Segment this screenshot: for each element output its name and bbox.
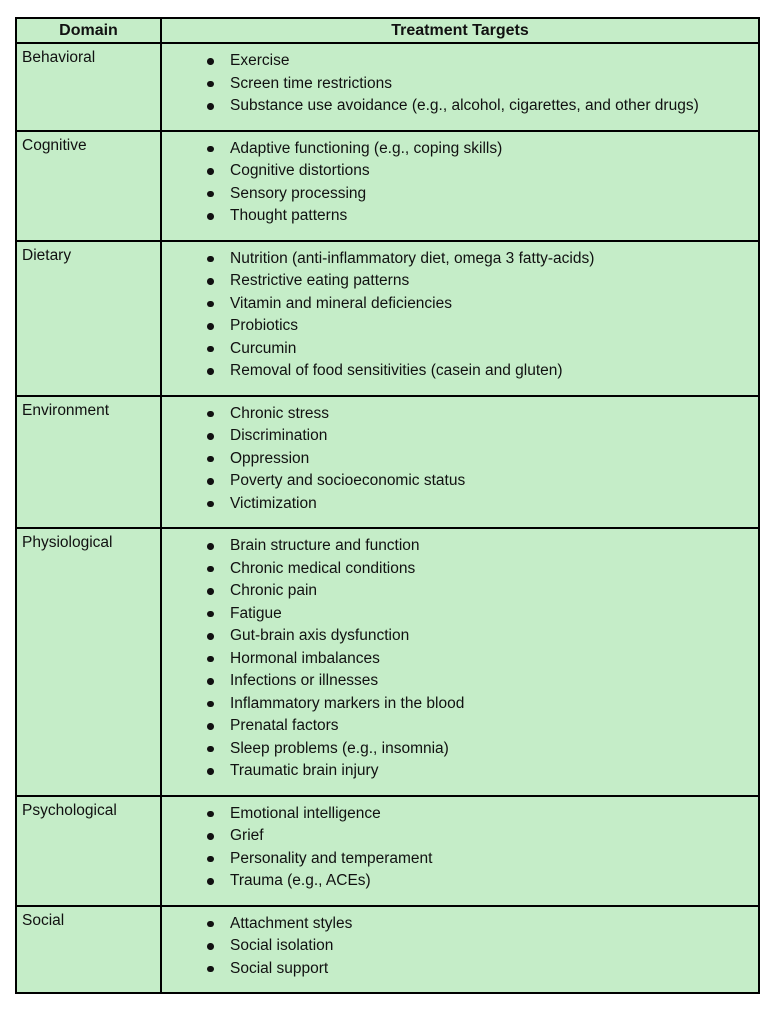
- target-list: [162, 138, 748, 228]
- bullet-icon: [207, 633, 214, 640]
- target-label: Poverty and socioeconomic status: [230, 472, 466, 489]
- target-item: [207, 715, 710, 738]
- table-row: [16, 43, 759, 131]
- bullet-icon: [207, 58, 214, 65]
- targets-cell: [161, 241, 759, 396]
- target-item: [207, 425, 710, 448]
- target-item: [207, 248, 710, 271]
- bullet-icon: [207, 501, 214, 508]
- target-list: [162, 535, 748, 783]
- table-row: [16, 396, 759, 529]
- targets-cell: [161, 43, 759, 131]
- bullet-icon: [207, 456, 214, 463]
- bullet-icon: [207, 856, 214, 863]
- bullet-icon: [207, 278, 214, 285]
- bullet-icon: [207, 81, 214, 88]
- bullet-icon: [207, 146, 214, 153]
- target-label: Brain structure and function: [230, 537, 420, 554]
- target-label: Curcumin: [230, 339, 297, 357]
- bullet-icon: [207, 833, 214, 840]
- bullet-icon: [207, 746, 214, 753]
- target-item: [207, 338, 710, 361]
- bullet-icon: [207, 478, 214, 485]
- bullet-icon: [207, 213, 214, 220]
- target-label: Traumatic brain injury: [230, 762, 379, 779]
- bullet-icon: [207, 433, 214, 440]
- target-label: Social support: [230, 959, 329, 977]
- column-header-treatment-targets: Treatment Targets: [161, 18, 759, 43]
- target-item: [207, 535, 710, 558]
- target-label: Inflammatory markers in the blood: [230, 694, 465, 712]
- target-item: [207, 935, 710, 958]
- bullet-icon: [207, 256, 214, 263]
- target-label: Adaptive functioning (e.g., coping skills): [230, 139, 503, 157]
- bullet-icon: [207, 301, 214, 308]
- target-label: Gut-brain axis dysfunction: [230, 627, 410, 644]
- target-label: Thought patterns: [230, 207, 348, 224]
- target-label: Sleep problems (e.g., insomnia): [230, 739, 449, 757]
- target-item: [207, 470, 710, 493]
- bullet-icon: [207, 768, 214, 775]
- target-item: [207, 670, 710, 693]
- target-label: Vitamin and mineral deficiencies: [230, 294, 452, 312]
- header-row: [16, 18, 759, 43]
- target-item: [207, 913, 710, 936]
- target-item: [207, 738, 710, 761]
- domain-cell: Behavioral: [16, 43, 161, 131]
- target-label: Attachment styles: [230, 914, 353, 932]
- target-item: [207, 803, 710, 826]
- target-item: [207, 493, 710, 516]
- target-label: Emotional intelligence: [230, 804, 381, 822]
- bullet-icon: [207, 191, 214, 198]
- domain-cell: Psychological: [16, 796, 161, 906]
- bullet-icon: [207, 323, 214, 330]
- bullet-icon: [207, 368, 214, 375]
- targets-cell: [161, 796, 759, 906]
- target-label: Infections or illnesses: [230, 672, 379, 689]
- bullet-icon: [207, 588, 214, 595]
- targets-cell: [161, 528, 759, 796]
- target-label: Probiotics: [230, 317, 299, 334]
- target-item: [207, 580, 710, 603]
- target-item: [207, 160, 710, 183]
- target-item: [207, 315, 710, 338]
- target-label: Fatigue: [230, 604, 282, 622]
- target-item: [207, 205, 710, 228]
- column-header-domain: Domain: [16, 18, 161, 43]
- table-row: [16, 131, 759, 241]
- bullet-icon: [207, 878, 214, 885]
- target-list: [162, 913, 748, 981]
- target-item: [207, 270, 710, 293]
- target-list: [162, 248, 748, 383]
- target-label: Trauma (e.g., ACEs): [230, 872, 371, 889]
- target-label: Restrictive eating patterns: [230, 272, 410, 289]
- target-label: Substance use avoidance (e.g., alcohol, cigarettes, and other drugs): [230, 97, 699, 114]
- table-row: [16, 796, 759, 906]
- bullet-icon: [207, 611, 214, 618]
- target-label: Oppression: [230, 449, 310, 467]
- target-item: [207, 448, 710, 471]
- table-row: [16, 241, 759, 396]
- bullet-icon: [207, 701, 214, 708]
- targets-cell: [161, 396, 759, 529]
- target-item: [207, 138, 710, 161]
- target-item: [207, 693, 710, 716]
- bullet-icon: [207, 566, 214, 573]
- target-list: [162, 803, 748, 893]
- bullet-icon: [207, 921, 214, 928]
- target-label: Personality and temperament: [230, 849, 433, 867]
- domain-cell: Environment: [16, 396, 161, 529]
- target-label: Chronic pain: [230, 582, 318, 599]
- target-item: [207, 558, 710, 581]
- bullet-icon: [207, 943, 214, 950]
- target-label: Chronic stress: [230, 404, 330, 422]
- target-item: [207, 625, 710, 648]
- target-item: [207, 73, 710, 96]
- bullet-icon: [207, 411, 214, 418]
- bullet-icon: [207, 678, 214, 685]
- domain-cell: Cognitive: [16, 131, 161, 241]
- target-item: [207, 760, 710, 783]
- target-item: [207, 50, 710, 73]
- target-item: [207, 293, 710, 316]
- target-label: Discrimination: [230, 427, 328, 444]
- bullet-icon: [207, 103, 214, 110]
- target-label: Grief: [230, 827, 264, 844]
- target-label: Victimization: [230, 494, 317, 512]
- table-row: [16, 906, 759, 994]
- bullet-icon: [207, 543, 214, 550]
- target-label: Sensory processing: [230, 184, 367, 202]
- target-item: [207, 360, 710, 383]
- target-item: [207, 848, 710, 871]
- target-label: Nutrition (anti-inflammatory diet, omega 3 fatty-acids): [230, 249, 595, 267]
- target-item: [207, 183, 710, 206]
- target-label: Prenatal factors: [230, 717, 339, 734]
- table-body: [16, 43, 759, 993]
- domain-cell: Dietary: [16, 241, 161, 396]
- targets-cell: [161, 906, 759, 994]
- bullet-icon: [207, 346, 214, 353]
- targets-cell: [161, 131, 759, 241]
- target-item: [207, 825, 710, 848]
- treatment-targets-table: [15, 17, 760, 994]
- bullet-icon: [207, 811, 214, 818]
- target-label: Removal of food sensitivities (casein and gluten): [230, 362, 563, 379]
- bullet-icon: [207, 723, 214, 730]
- bullet-icon: [207, 966, 214, 973]
- target-label: Cognitive distortions: [230, 162, 370, 179]
- target-item: [207, 870, 710, 893]
- domain-cell: Physiological: [16, 528, 161, 796]
- target-label: Social isolation: [230, 937, 334, 954]
- target-label: Hormonal imbalances: [230, 649, 380, 667]
- table-row: [16, 528, 759, 796]
- domain-cell: Social: [16, 906, 161, 994]
- target-item: [207, 95, 710, 118]
- target-label: Screen time restrictions: [230, 74, 392, 92]
- bullet-icon: [207, 168, 214, 175]
- target-list: [162, 403, 748, 516]
- target-item: [207, 603, 710, 626]
- bullet-icon: [207, 656, 214, 663]
- target-item: [207, 958, 710, 981]
- target-label: Exercise: [230, 52, 290, 69]
- target-label: Chronic medical conditions: [230, 559, 416, 577]
- target-list: [162, 50, 748, 118]
- target-item: [207, 403, 710, 426]
- target-item: [207, 648, 710, 671]
